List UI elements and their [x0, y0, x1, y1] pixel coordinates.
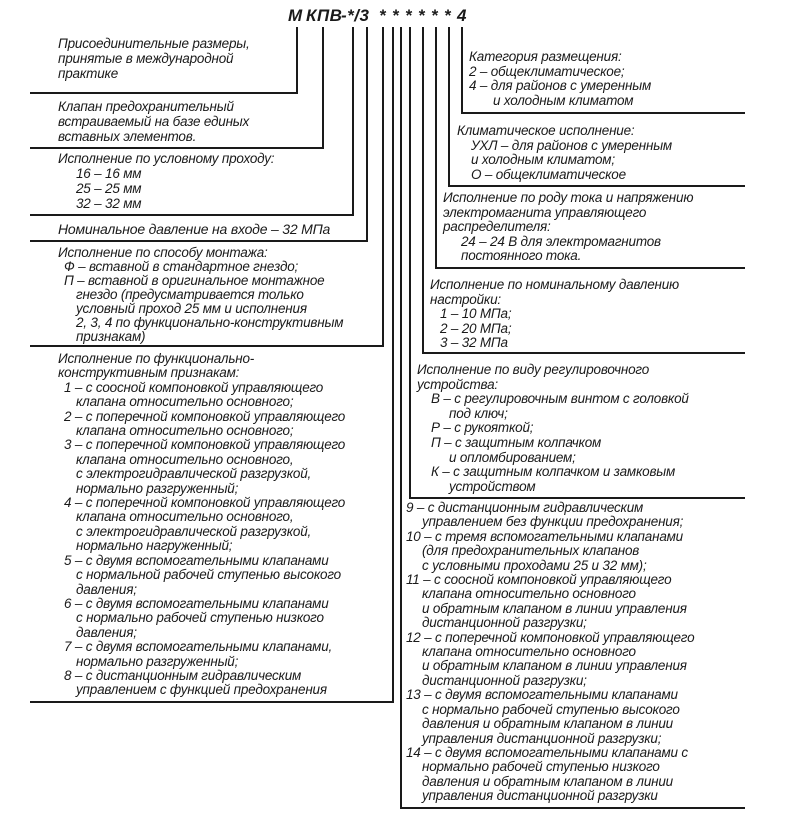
diagram-text-line: принятые в международной — [58, 51, 234, 66]
diagram-text-line: Номинальное давление на входе – 32 МПа — [58, 221, 331, 237]
diagram-text-line: 13 – с двумя вспомогательными клапанами — [406, 687, 678, 703]
diagram-text-line: В – с регулировочным винтом с головкой — [431, 391, 689, 407]
diagram-text-line: 9 – с дистанционным гидравлическим — [406, 500, 644, 515]
connector-line-vertical — [409, 27, 411, 499]
diagram-text-line: практике — [58, 66, 119, 81]
connector-line-vertical — [461, 27, 463, 114]
diagram-text-line: нормально разгруженный; — [76, 480, 239, 496]
diagram-text-line: 3 – с поперечной компоновкой управляющего — [64, 437, 346, 453]
block-adjuster-type — [417, 363, 689, 494]
diagram-text-line: с условными проходами 25 и 32 мм); — [422, 557, 647, 573]
diagram-text-line: 3 – 32 МПа — [440, 335, 508, 350]
diagram-text-line: давления; — [76, 581, 137, 597]
diagram-text-line: гнездо (предусматривается только — [76, 287, 304, 302]
diagram-text-line: клапана относительно основного, — [76, 509, 294, 525]
diagram-text-line: Исполнение по номинальному давлению — [430, 277, 679, 292]
diagram-text-line: клапана относительно основного; — [76, 423, 294, 439]
block-current-voltage — [443, 191, 693, 264]
connector-line-vertical — [322, 27, 324, 149]
code-letter-m: М — [288, 6, 303, 25]
diagram-text-line: распределителя: — [443, 219, 551, 234]
diagram-text-line: 1 – с соосной компоновкой управляющего — [64, 379, 324, 395]
diagram-text-line: УХЛ – для районов с умеренным — [471, 137, 672, 153]
code-star-1: * — [379, 6, 387, 25]
diagram-text-line: 7 – с двумя вспомогательными клапанами, — [64, 639, 333, 655]
block-valve-type — [58, 99, 249, 144]
code-star-6: * — [444, 6, 452, 25]
block-underline — [30, 147, 324, 149]
code-letters-kpv: КПВ — [306, 6, 343, 25]
diagram-text-line: 11 – с соосной компоновкой управляющего — [406, 572, 672, 588]
diagram-text-line: конструктивным признакам: — [58, 365, 240, 381]
diagram-text-line: 8 – с дистанционным гидравлическим — [64, 667, 302, 683]
diagram-text-line: Клапан предохранительный — [58, 99, 234, 114]
block-functional-design-1-8 — [58, 352, 345, 698]
diagram-text-line: 1 – 10 МПа; — [440, 306, 512, 321]
connector-line-vertical — [422, 27, 424, 354]
block-inlet-pressure — [58, 222, 330, 237]
block-underline — [30, 345, 384, 347]
diagram-text-line: вставных элементов. — [58, 129, 197, 144]
connector-line-vertical — [448, 27, 450, 187]
diagram-text-line: 5 – с двумя вспомогательными клапанами — [64, 552, 329, 568]
diagram-text-line: с нормальной рабочей ступенью высокого — [76, 567, 341, 583]
diagram-text-line: Исполнение по виду регулировочного — [417, 362, 650, 377]
diagram-text-line: Р – с рукояткой; — [431, 420, 534, 436]
connector-line-vertical — [382, 27, 384, 347]
diagram-text-line: Исполнение по роду тока и напряжению — [443, 190, 694, 205]
block-underline — [422, 352, 745, 354]
diagram-text-line: нормально рабочей ступенью низкого — [422, 759, 660, 775]
diagram-text-line: устройства: — [417, 376, 498, 392]
diagram-text-line: электромагнита управляющего — [443, 204, 647, 220]
diagram-text-line: управления дистанционной разгрузки — [422, 788, 658, 804]
connector-line-vertical — [296, 27, 298, 94]
diagram-text-line: П – с защитным колпачком — [431, 434, 602, 450]
diagram-text-line: Присоединительные размеры, — [58, 36, 250, 51]
diagram-text-line: настройки: — [430, 291, 501, 307]
diagram-text-line: клапана относительно основного — [422, 586, 636, 602]
diagram-text-line: 2 – с поперечной компоновкой управляющего — [64, 408, 346, 424]
code-star-3: * — [405, 6, 413, 25]
block-placement-category — [469, 50, 651, 108]
diagram-text-line: клапана относительно основного — [422, 644, 636, 660]
diagram-text-line: дистанционной разгрузки; — [422, 615, 587, 631]
diagram-text-line: управления дистанционной разгрузки; — [422, 730, 662, 746]
diagram-text-line: П – вставной в оригинальное монтажное — [64, 273, 325, 288]
diagram-text-line: 16 – 16 мм — [76, 166, 142, 181]
diagram-text-line: устройством — [449, 478, 536, 494]
diagram-text-line: и холодным климатом — [493, 92, 634, 108]
block-underline — [461, 112, 745, 114]
diagram-text-line: (для предохранительных клапанов — [422, 543, 640, 559]
diagram-text-line: 32 – 32 мм — [76, 196, 142, 211]
block-setting-pressure — [430, 278, 679, 351]
code-star-5: * — [431, 6, 439, 25]
connector-line-vertical — [392, 27, 394, 703]
block-functional-design-9-14 — [406, 501, 694, 804]
block-underline — [435, 267, 745, 269]
diagram-text-line: 25 – 25 мм — [76, 181, 142, 196]
block-underline — [409, 497, 745, 499]
diagram-text-line: 24 – 24 В для электромагнитов — [461, 233, 661, 249]
diagram-text-line: встраиваемый на базе единых — [58, 114, 250, 129]
connector-line-vertical — [400, 27, 402, 809]
diagram-text-line: 14 – с двумя вспомогательными клапанами с — [406, 744, 688, 760]
code-star-2: * — [392, 6, 400, 25]
code-star-4: * — [418, 6, 426, 25]
block-underline — [400, 807, 745, 809]
diagram-text-line: давления и обратным клапаном в линии — [422, 773, 673, 789]
diagram-text-line: постоянного тока. — [461, 248, 582, 263]
diagram-text-line: нормально нагруженный; — [76, 538, 233, 554]
diagram-text-line: Исполнение по способу монтажа: — [58, 245, 268, 260]
block-nominal-bore — [58, 151, 274, 211]
diagram-text-line: Исполнение по функционально- — [58, 351, 255, 366]
diagram-text-line: давления и обратным клапаном в линии — [422, 716, 673, 732]
block-underline — [448, 185, 745, 187]
diagram-text-line: и обратным клапаном в линии управления — [422, 658, 687, 674]
diagram-text-line: дистанционной разгрузки; — [422, 672, 587, 688]
diagram-text-line: 2 – общеклиматическое; — [469, 63, 625, 79]
diagram-text-line: клапана относительно основного, — [76, 451, 294, 467]
diagram-text-line: с нормально рабочей ступенью высокого — [422, 701, 680, 717]
diagram-text-line: Категория размещения: — [469, 49, 622, 64]
diagram-text-line: 12 – с поперечной компоновкой управляющего — [406, 629, 695, 645]
diagram-text-line: Ф – вставной в стандартное гнездо; — [64, 259, 299, 274]
block-underline — [30, 92, 298, 94]
block-mounting-type — [58, 246, 343, 344]
diagram-text-line: и опломбированием; — [449, 449, 576, 465]
diagram-text-line: давления; — [76, 624, 137, 640]
diagram-text-line: и обратным клапаном в линии управления — [422, 600, 687, 616]
diagram-text-line: нормально разгруженный; — [76, 653, 239, 669]
diagram-text-line: 2 – 20 МПа; — [440, 320, 512, 336]
diagram-text-line: признакам) — [76, 329, 146, 344]
block-underline — [30, 214, 354, 216]
diagram-text-line: условный проход 25 мм и исполнения — [76, 301, 307, 316]
diagram-text-line: 6 – с двумя вспомогательными клапанами — [64, 595, 329, 611]
diagram-text-line: управлением с функцией предохранения — [76, 682, 327, 698]
connector-line-vertical — [352, 27, 354, 216]
block-underline — [30, 240, 368, 242]
diagram-text-line: с электрогидравлической разгрузкой, — [76, 466, 312, 482]
block-climatic-version — [457, 124, 672, 182]
diagram-text-line: под ключ; — [449, 405, 508, 421]
connector-line-vertical — [366, 27, 368, 242]
diagram-text-line: К – с защитным колпачком и замковым — [431, 464, 676, 480]
diagram-text-line: Исполнение по условному проходу: — [58, 151, 275, 166]
diagram-text-line: с нормально рабочей ступенью низкого — [76, 610, 324, 626]
diagram-text-line: 4 – с поперечной компоновкой управляющего — [64, 495, 346, 511]
code-digit-4: 4 — [457, 6, 467, 25]
connector-line-vertical — [435, 27, 437, 269]
diagram-text-line: и холодным климатом; — [471, 152, 615, 167]
diagram-text-line: 2, 3, 4 по функционально-конструктивным — [76, 315, 344, 330]
block-connection-dimensions — [58, 36, 250, 81]
diagram-text-line: Климатическое исполнение: — [457, 123, 635, 138]
code-size-pressure: -*/3 — [341, 6, 370, 25]
diagram-text-line: О – общеклиматическое — [471, 166, 626, 182]
block-underline — [30, 701, 394, 703]
diagram-text-line: 4 – для районов с умеренным — [469, 78, 651, 93]
diagram-text-line: с электрогидравлической разгрузкой, — [76, 523, 312, 539]
diagram-text-line: 10 – с тремя вспомогательными клапанами — [406, 528, 683, 544]
diagram-text-line: управлением без функции предохранения; — [422, 514, 684, 530]
diagram-text-line: клапана относительно основного; — [76, 394, 294, 410]
